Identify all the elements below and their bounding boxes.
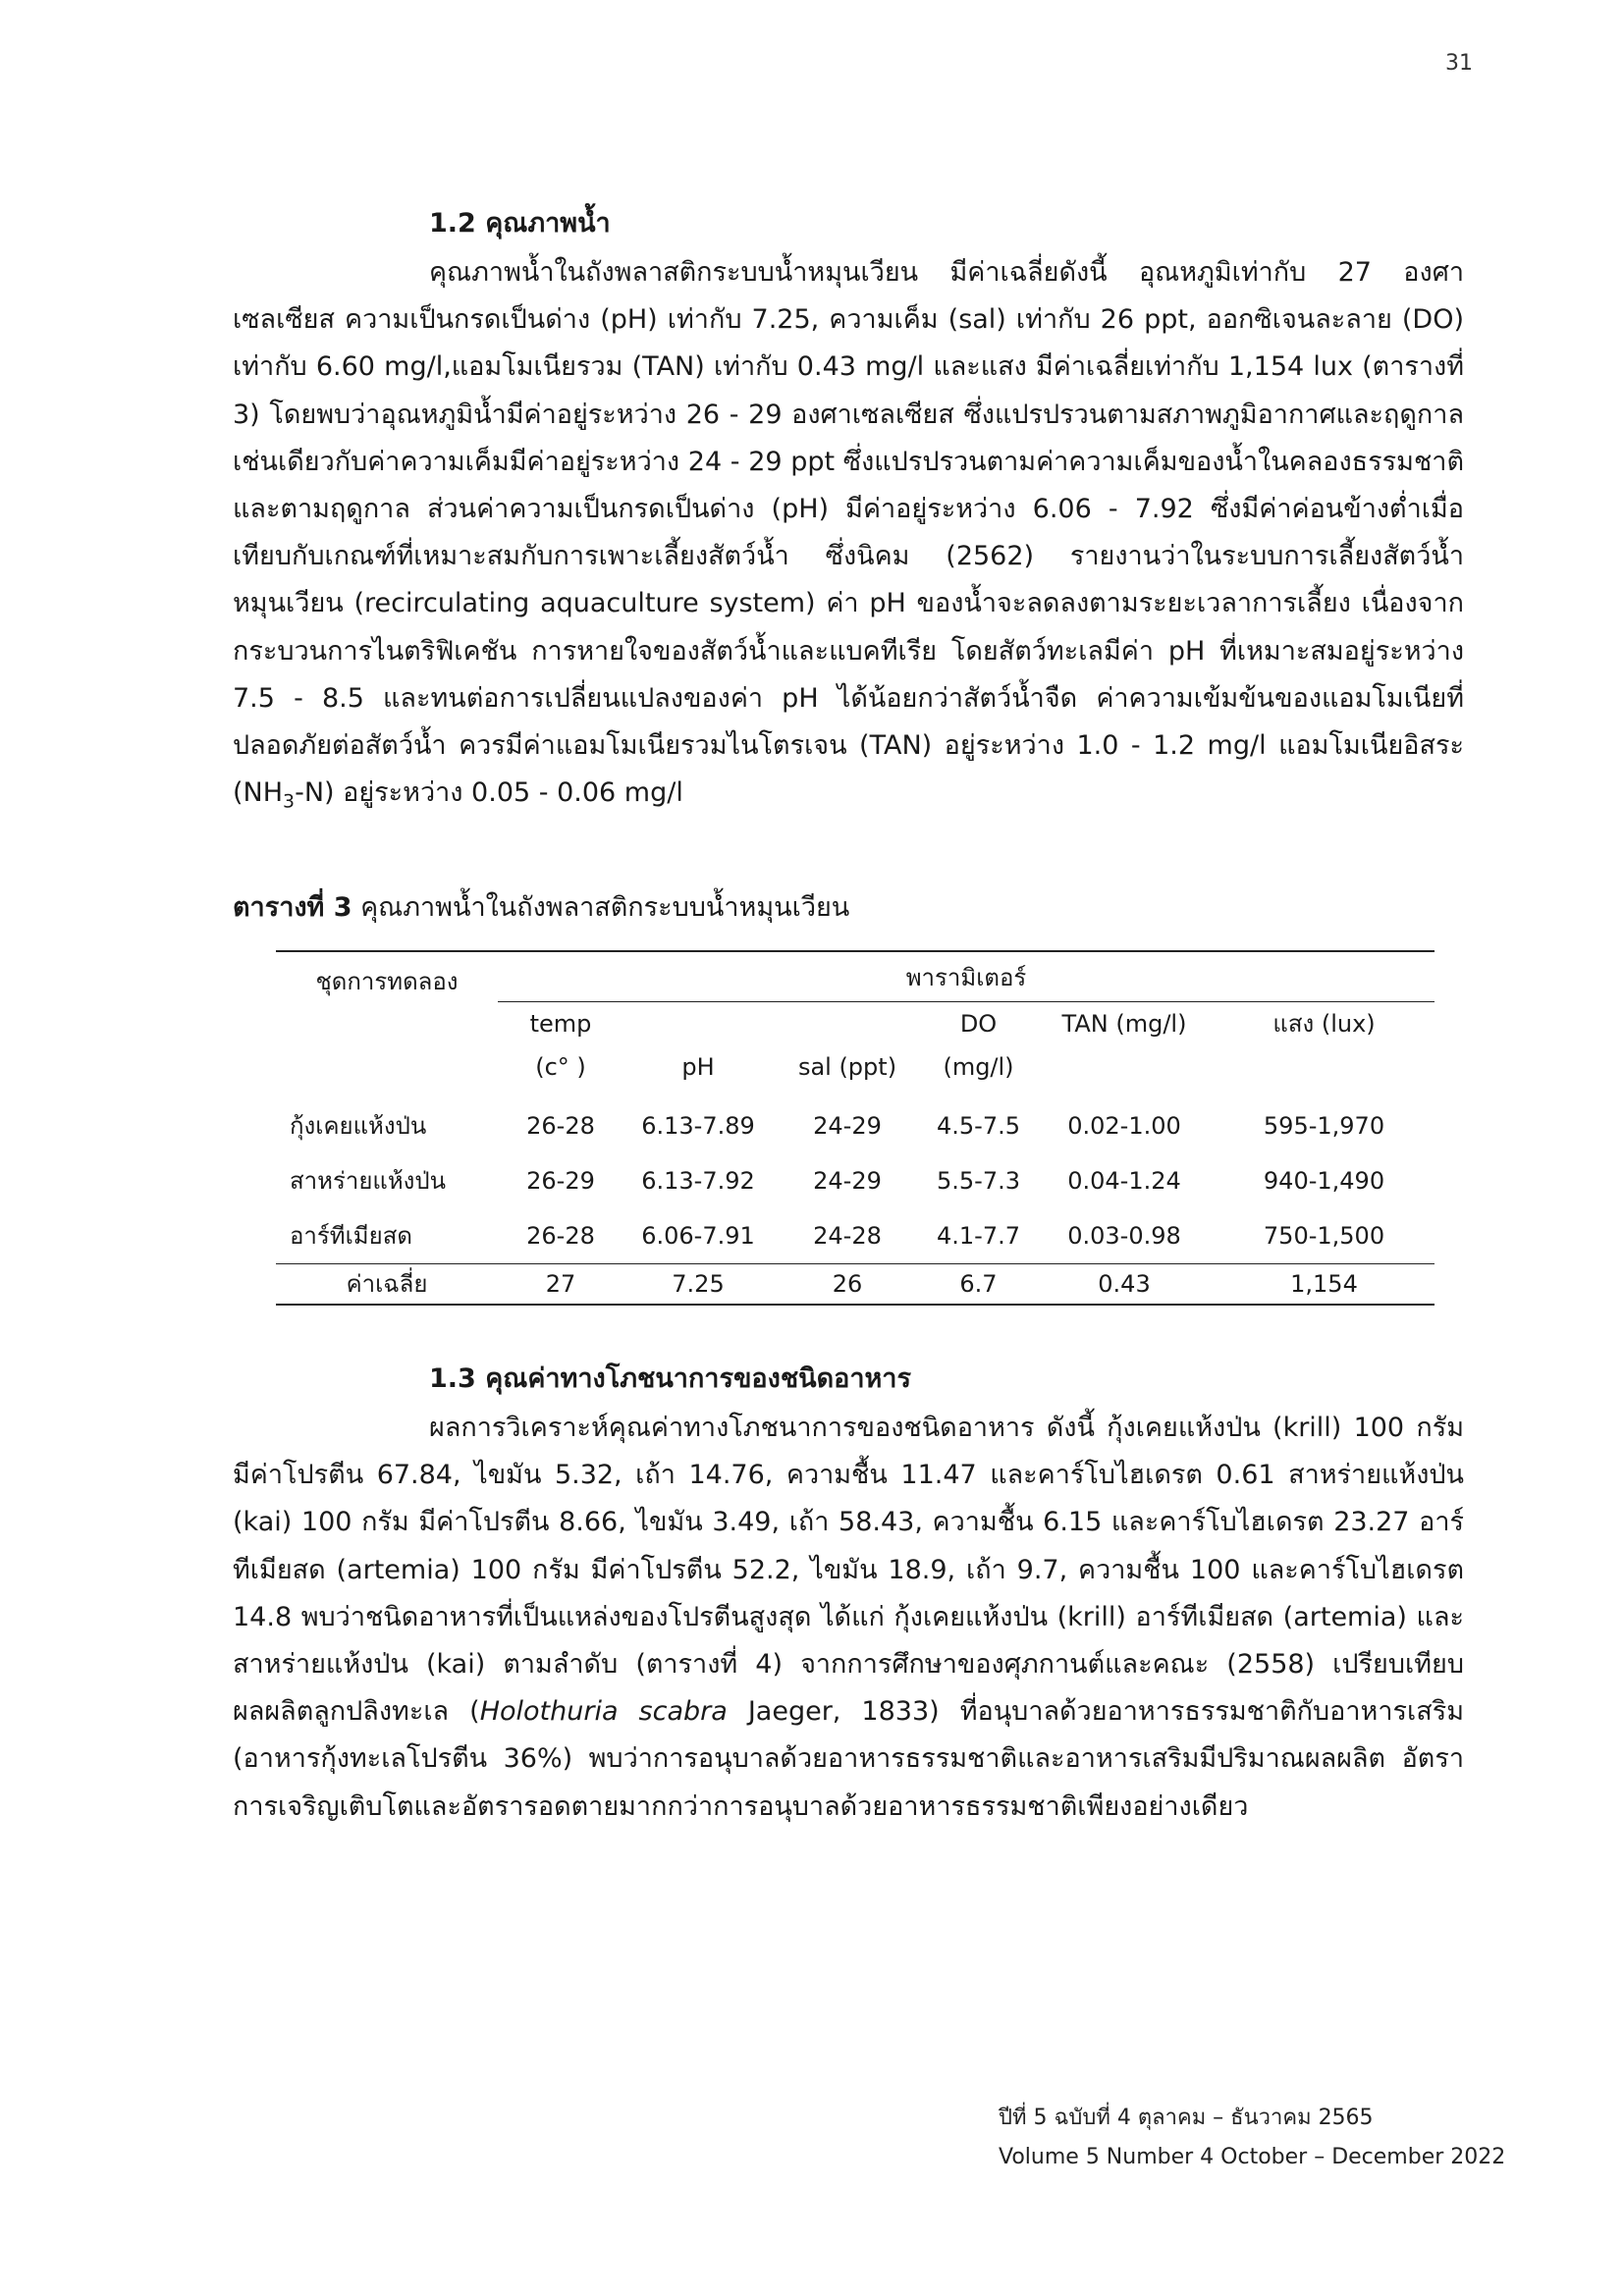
nutrition-paragraph <box>233 1405 1464 1831</box>
row-name: กุ้งเคยแห้งป่น <box>290 1112 427 1140</box>
row-name: สาหร่ายแห้งป่น <box>290 1167 447 1195</box>
avg-do: 6.7 <box>922 1263 1035 1305</box>
cell-temp: 26-28 <box>526 1111 595 1140</box>
table-row <box>276 1153 1435 1208</box>
cell-ph: 6.13-7.92 <box>641 1166 755 1195</box>
average-label: ค่าเฉลี่ย <box>276 1263 498 1305</box>
cell-do: 4.5-7.5 <box>937 1111 1020 1140</box>
water-quality-paragraph <box>233 249 1464 826</box>
nutrition-text-tail: Jaeger, 1833) ที่อนุบาลด้วยอาหารธรรมชาติกับอาหารเสริม (อาหารกุ้งทะเลโปรตีน 36%) พบว่าการอนุบาลด้วยอาหารธรรมชาติและอาหารเสริมมีปริมาณผลผลิต อัตราการเจริญเติบโตและอัตรารอดตายมากกว่าการอนุบาลด้วยอาหารธรรมชาติเพียงอย่างเดียว <box>233 1696 1465 1822</box>
nh3-subscript: 3 <box>283 790 296 813</box>
water-quality-table <box>276 950 1435 1306</box>
table-3-label: ตารางที่ 3 <box>233 892 352 923</box>
cell-temp: 26-29 <box>526 1166 595 1195</box>
footer-issue-thai: ปีที่ 5 ฉบับที่ 4 ตุลาคม – ธันวาคม 2565 <box>999 2106 1374 2130</box>
header-temp: temp <box>529 1009 592 1038</box>
cell-light: 750-1,500 <box>1263 1221 1385 1250</box>
cell-tan: 0.03-0.98 <box>1067 1221 1181 1250</box>
cell-sal: 24-29 <box>813 1166 882 1195</box>
header-do: DO <box>959 1009 998 1038</box>
table-3-title: คุณภาพน้ำในถังพลาสติกระบบน้ำหมุนเวียน <box>352 892 850 923</box>
cell-sal: 24-28 <box>813 1221 882 1250</box>
header-ph: pH <box>681 1052 715 1081</box>
cell-ph: 6.06-7.91 <box>641 1221 755 1250</box>
avg-light: 1,154 <box>1214 1263 1435 1305</box>
cell-tan: 0.02-1.00 <box>1067 1111 1181 1140</box>
row-name: อาร์ทีเมียสด <box>290 1222 412 1250</box>
nutrition-text: ผลการวิเคราะห์คุณค่าทางโภชนาการของชนิดอาหาร ดังนี้ กุ้งเคยแห้งป่น (krill) 100 กรัม มีค่าโปรตีน 67.84, ไขมัน 5.32, เถ้า 14.76, ความชื้น 11.47 และคาร์โบไฮเดรต 0.61 สาหร่ายแห้งป่น (kai) 100 กรัม มีค่าโปรตีน 8.66, ไขมัน 3.49, เถ้า 58.43, ความชื้น 6.15 และคาร์โบไฮเดรต 23.27 อาร์ทีเมียสด (artemia) 100 กรัม มีค่าโปรตีน 52.2, ไขมัน 18.9, เถ้า 9.7, ความชื้น 100 และคาร์โบไฮเดรต 14.8 พบว่าชนิดอาหารที่เป็นแหล่งของโปรตีนสูงสุด ได้แก่ กุ้งเคยแห้งป่น (krill) อาร์ทีเมียสด (artemia) และสาหร่ายแห้งป่น (kai) ตามลำดับ (ตารางที่ 4) จากการศึกษาของศุภกานต์และคณะ (2558) เปรียบเทียบผลผลิตลูกปลิงทะเล ( <box>233 1413 1464 1728</box>
avg-temp: 27 <box>498 1263 623 1305</box>
header-do-unit: (mg/l) <box>943 1052 1014 1081</box>
header-parameters: พารามิเตอร์ <box>498 951 1435 1002</box>
water-quality-text-tail: -N) อยู่ระหว่าง 0.05 - 0.06 mg/l <box>295 777 683 809</box>
footer-issue-english: Volume 5 Number 4 October – December 2022 <box>999 2145 1506 2169</box>
species-name: Holothuria scabra <box>479 1696 728 1728</box>
cell-light: 940-1,490 <box>1263 1166 1385 1195</box>
cell-do: 4.1-7.7 <box>937 1221 1020 1250</box>
header-light: แสง (lux) <box>1272 1010 1376 1039</box>
section-heading-water-quality: 1.2 คุณภาพน้ำ <box>429 208 611 239</box>
cell-do: 5.5-7.3 <box>937 1166 1020 1195</box>
table-3-caption <box>233 885 849 928</box>
cell-light: 595-1,970 <box>1263 1111 1385 1140</box>
avg-ph: 7.25 <box>623 1263 773 1305</box>
water-quality-text: คุณภาพน้ำในถังพลาสติกระบบน้ำหมุนเวียน มีค่าเฉลี่ยดังนี้ อุณหภูมิเท่ากับ 27 องศาเซลเซียส ความเป็นกรดเป็นด่าง (pH) เท่ากับ 7.25, ความเค็ม (sal) เท่ากับ 26 ppt, ออกซิเจนละลาย (DO) เท่ากับ 6.60 mg/l,แอมโมเนียรวม (TAN) เท่ากับ 0.43 mg/l และแสง มีค่าเฉลี่ยเท่ากับ 1,154 lux (ตารางที่ 3) โดยพบว่าอุณหภูมิน้ำมีค่าอยู่ระหว่าง 26 - 29 องศาเซลเซียส ซึ่งแปรปรวนตามสภาพภูมิอากาศและฤดูกาล เช่นเดียวกับค่าความเค็มมีค่าอยู่ระหว่าง 24 - 29 ppt ซึ่งแปรปรวนตามค่าความเค็มของน้ำในคลองธรรมชาติ และตามฤดูกาล ส่วนค่าความเป็นกรดเป็นด่าง (pH) มีค่าอยู่ระหว่าง 6.06 - 7.92 ซึ่งมีค่าค่อนข้างต่ำเมื่อเทียบกับเกณฑ์ที่เหมาะสมกับการเพาะเลี้ยงสัตว์น้ำ ซึ่งนิคม (2562) รายงานว่าในระบบการเลี้ยงสัตว์น้ำหมุนเวียน (recirculating aquaculture system) ค่า pH ของน้ำจะลดลงตามระยะเวลาการเลี้ยง เนื่องจากกระบวนการไนตริฟิเคชัน การหายใจของสัตว์น้ำและแบคทีเรีย โดยสัตว์ทะเลมีค่า pH ที่เหมาะสมอยู่ระหว่าง 7.5 - 8.5 และทนต่อการเปลี่ยนแปลงของค่า pH ได้น้อยกว่าสัตว์น้ำจืด ค่าความเข้มข้นของแอมโมเนียที่ปลอดภัยต่อสัตว์น้ำ ควรมีค่าแอมโมเนียรวมไนโตรเจน (TAN) อยู่ระหว่าง 1.0 - 1.2 mg/l แอมโมเนียอิสระ (NH <box>233 257 1464 809</box>
header-temp-unit: (c° ) <box>535 1052 586 1081</box>
avg-sal: 26 <box>773 1263 922 1305</box>
journal-footer <box>999 2099 1505 2177</box>
header-treatment-group: ชุดการทดลอง <box>315 968 459 995</box>
header-sal: sal (ppt) <box>797 1052 897 1081</box>
table-average-row <box>276 1263 1435 1305</box>
avg-tan: 0.43 <box>1035 1263 1214 1305</box>
header-tan: TAN (mg/l) <box>1061 1009 1187 1038</box>
section-heading-nutrition: 1.3 คุณค่าทางโภชนาการของชนิดอาหาร <box>429 1363 911 1394</box>
cell-tan: 0.04-1.24 <box>1067 1166 1181 1195</box>
table-row <box>276 1089 1435 1153</box>
cell-sal: 24-29 <box>813 1111 882 1140</box>
page-number: 31 <box>1445 51 1473 76</box>
table-row <box>276 1208 1435 1264</box>
cell-temp: 26-28 <box>526 1221 595 1250</box>
cell-ph: 6.13-7.89 <box>641 1111 755 1140</box>
